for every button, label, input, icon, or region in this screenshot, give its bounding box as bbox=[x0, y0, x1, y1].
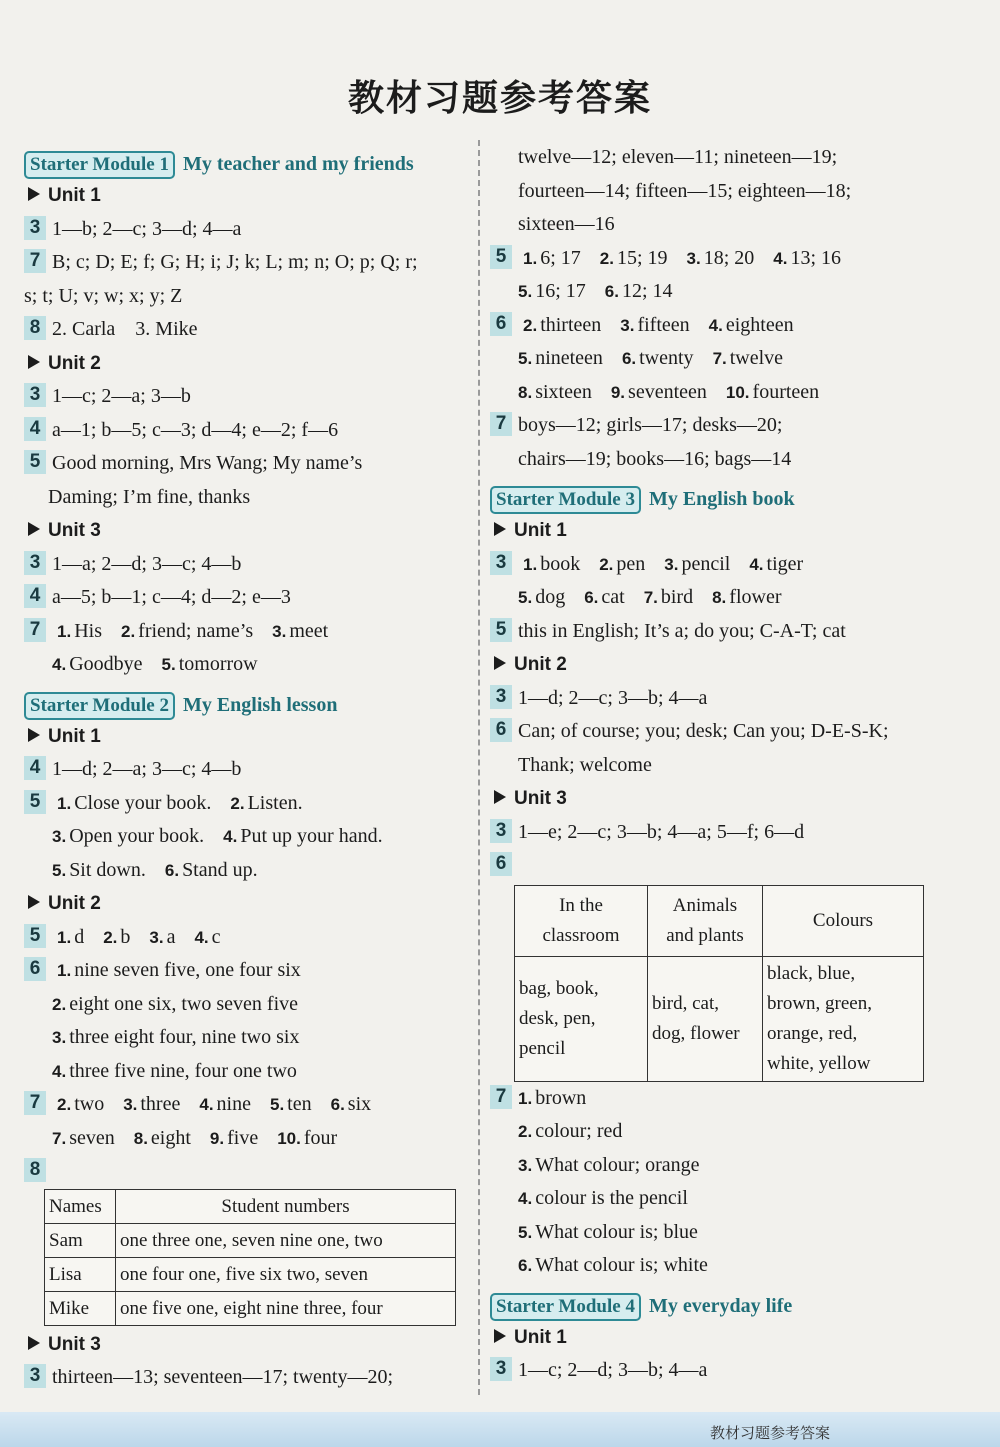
answer-line: 5 1. Close your book. 2. Listen. bbox=[24, 787, 464, 821]
triangle-bullet-icon bbox=[494, 656, 506, 670]
answer-line: 7 1. brown bbox=[490, 1082, 940, 1116]
answer-line: 3 1—a; 2—d; 3—c; 4—b bbox=[24, 548, 464, 582]
question-number: 3 bbox=[24, 551, 46, 575]
question-number: 5 bbox=[24, 450, 46, 474]
answer-line: 5 1. d 2. b 3. a 4. c bbox=[24, 921, 464, 955]
module-heading-2 bbox=[24, 690, 464, 720]
triangle-bullet-icon bbox=[28, 895, 40, 909]
answer-line-cont: 7. seven 8. eight 9. five 10. four bbox=[52, 1126, 338, 1149]
triangle-bullet-icon bbox=[28, 522, 40, 536]
module-title: My everyday life bbox=[648, 1294, 793, 1317]
unit-heading: Unit 1 bbox=[24, 720, 464, 754]
unit-heading: Unit 3 bbox=[490, 782, 940, 816]
answer-line: 6 Can; of course; you; desk; Can you; D-E-S-K; bbox=[490, 715, 940, 749]
table-header: Animals and plants bbox=[648, 885, 763, 956]
answer-line: 6 1. nine seven five, one four six bbox=[24, 954, 464, 988]
table-row: Sam one three one, seven nine one, two bbox=[45, 1223, 456, 1257]
left-column bbox=[24, 141, 464, 1395]
answer-line-cont: 5. nineteen 6. twenty 7. twelve bbox=[518, 347, 784, 369]
table-header: In the classroom bbox=[515, 885, 648, 956]
unit-heading: Unit 1 bbox=[490, 514, 940, 548]
footer-bar bbox=[0, 1412, 1000, 1447]
answer-line-cont: 3. Open your book. 4. Put up your hand. bbox=[52, 825, 383, 847]
table-header: Names bbox=[45, 1189, 116, 1223]
question-number: 7 bbox=[24, 618, 46, 642]
answer-line: 5 this in English; It’s a; do you; C-A-T; cat bbox=[490, 615, 940, 649]
question-number: 3 bbox=[490, 819, 512, 843]
answer-line-cont: 3. three eight four, nine two six bbox=[52, 1026, 300, 1048]
answer-line: 3 1. book 2. pen 3. pencil 4. tiger bbox=[490, 548, 940, 582]
module-label: Starter Module 3 bbox=[490, 486, 641, 514]
question-number: 3 bbox=[24, 1364, 46, 1388]
answer-line-cont: s; t; U; v; w; x; y; Z bbox=[24, 284, 183, 307]
answer-line-cont: chairs—19; books—16; bags—14 bbox=[518, 447, 792, 470]
table-row: Mike one five one, eight nine three, four bbox=[45, 1291, 456, 1325]
footer-label: 教材习题参考答案 bbox=[709, 1424, 830, 1442]
unit-heading: Unit 3 bbox=[24, 514, 464, 548]
triangle-bullet-icon bbox=[28, 355, 40, 369]
answer-line-cont: twelve—12; eleven—11; nineteen—19; bbox=[518, 146, 838, 168]
question-number: 4 bbox=[24, 584, 46, 608]
answer-line: 4 a—1; b—5; c—3; d—4; e—2; f—6 bbox=[24, 414, 464, 448]
triangle-bullet-icon bbox=[28, 187, 40, 201]
triangle-bullet-icon bbox=[28, 728, 40, 742]
answer-line: 7 boys—12; girls—17; desks—20; bbox=[490, 409, 940, 443]
question-number: 8 bbox=[24, 316, 46, 340]
triangle-bullet-icon bbox=[494, 790, 506, 804]
question-number: 7 bbox=[24, 249, 46, 273]
table-header: Student numbers bbox=[116, 1189, 456, 1223]
answer-line-cont: 2. colour; red bbox=[518, 1120, 623, 1142]
table-row: Lisa one four one, five six two, seven bbox=[45, 1257, 456, 1291]
unit-heading: Unit 3 bbox=[24, 1328, 464, 1362]
unit-heading: Unit 2 bbox=[490, 648, 940, 682]
answer-line-cont: 5. Sit down. 6. Stand up. bbox=[52, 858, 258, 881]
question-number: 5 bbox=[490, 245, 512, 269]
table-row: bag, book, desk, pen, pencil bird, cat, dog, flower black, blue, brown, green, orange, red, white, yellow bbox=[515, 956, 924, 1081]
answer-line: 3 1—b; 2—c; 3—d; 4—a bbox=[24, 213, 464, 247]
answer-line-cont: 5. What colour is; blue bbox=[518, 1220, 698, 1243]
answer-line: 7 2. two 3. three 4. nine 5. ten 6. six bbox=[24, 1088, 464, 1122]
question-number: 6 bbox=[490, 312, 512, 336]
answer-line: 3 thirteen—13; seventeen—17; twenty—20; bbox=[24, 1361, 464, 1395]
answer-line-cont: 4. three five nine, four one two bbox=[52, 1059, 297, 1082]
question-number: 3 bbox=[490, 551, 512, 575]
answer-line: 8 2. Carla 3. Mike bbox=[24, 313, 464, 347]
answer-line: 3 1—c; 2—a; 3—b bbox=[24, 380, 464, 414]
question-number: 7 bbox=[490, 1085, 512, 1109]
question-number: 3 bbox=[490, 685, 512, 709]
answer-line-cont: 4. colour is the pencil bbox=[518, 1187, 688, 1209]
unit-heading: Unit 2 bbox=[24, 887, 464, 921]
page-title: 教材习题参考答案 bbox=[347, 78, 652, 119]
answer-line-cont: 3. What colour; orange bbox=[518, 1153, 700, 1176]
question-number: 6 bbox=[490, 718, 512, 742]
question-number: 3 bbox=[24, 216, 46, 240]
triangle-bullet-icon bbox=[28, 1336, 40, 1350]
answer-line: 7 B; c; D; E; f; G; H; i; J; k; L; m; n; O; p; Q; r; bbox=[24, 246, 464, 280]
question-number: 8 bbox=[24, 1158, 46, 1182]
answer-line-cont: 5. 16; 17 6. 12; 14 bbox=[518, 280, 673, 302]
student-numbers-table bbox=[44, 1189, 456, 1326]
column-divider bbox=[478, 140, 480, 1395]
right-column bbox=[490, 141, 940, 1388]
question-number: 5 bbox=[490, 618, 512, 642]
module-label: Starter Module 2 bbox=[24, 692, 175, 720]
answer-line: 5 Good morning, Mrs Wang; My name’s bbox=[24, 447, 464, 481]
module-title: My English book bbox=[648, 488, 795, 510]
triangle-bullet-icon bbox=[494, 522, 506, 536]
answer-line: 7 1. His 2. friend; name’s 3. meet bbox=[24, 615, 464, 649]
answer-line: 4 a—5; b—1; c—4; d—2; e—3 bbox=[24, 581, 464, 615]
question-number: 3 bbox=[490, 1357, 512, 1381]
module-label: Starter Module 1 bbox=[24, 151, 175, 179]
answer-line-cont: 5. dog 6. cat 7. bird 8. flower bbox=[518, 586, 782, 608]
answer-line-cont: fourteen—14; fifteen—15; eighteen—18; bbox=[518, 179, 852, 202]
answer-line-cont: Daming; I’m fine, thanks bbox=[48, 485, 251, 508]
question-number: 4 bbox=[24, 756, 46, 780]
triangle-bullet-icon bbox=[494, 1329, 506, 1343]
classification-table bbox=[514, 885, 924, 1082]
answer-line: 4 1—d; 2—a; 3—c; 4—b bbox=[24, 753, 464, 787]
answer-line-cont: 4. Goodbye 5. tomorrow bbox=[52, 653, 258, 675]
module-heading-1 bbox=[24, 149, 464, 179]
question-number: 4 bbox=[24, 417, 46, 441]
answer-line bbox=[490, 849, 940, 883]
answer-line: 3 1—c; 2—d; 3—b; 4—a bbox=[490, 1354, 940, 1388]
answer-line: 6 2. thirteen 3. fifteen 4. eighteen bbox=[490, 309, 940, 343]
answer-line: 3 1—e; 2—c; 3—b; 4—a; 5—f; 6—d bbox=[490, 816, 940, 850]
question-number: 7 bbox=[490, 412, 512, 436]
answer-line: 3 1—d; 2—c; 3—b; 4—a bbox=[490, 682, 940, 716]
question-number: 5 bbox=[24, 790, 46, 814]
module-title: My English lesson bbox=[182, 693, 338, 716]
answer-line-cont: Thank; welcome bbox=[518, 753, 652, 776]
module-title: My teacher and my friends bbox=[182, 153, 414, 175]
answer-line bbox=[24, 1155, 464, 1189]
question-number: 7 bbox=[24, 1091, 46, 1115]
question-number: 6 bbox=[24, 957, 46, 981]
unit-heading: Unit 1 bbox=[24, 179, 464, 213]
question-number: 6 bbox=[490, 852, 512, 876]
answer-line-cont: 2. eight one six, two seven five bbox=[52, 992, 299, 1015]
answer-line-cont: 6. What colour is; white bbox=[518, 1254, 708, 1276]
module-heading-3 bbox=[490, 484, 940, 514]
unit-heading: Unit 2 bbox=[24, 347, 464, 381]
module-heading-4 bbox=[490, 1291, 940, 1321]
answer-line: 5 1. 6; 17 2. 15; 19 3. 18; 20 4. 13; 16 bbox=[490, 242, 940, 276]
module-label: Starter Module 4 bbox=[490, 1293, 641, 1321]
table-header: Colours bbox=[763, 885, 924, 956]
question-number: 3 bbox=[24, 383, 46, 407]
answer-line-cont: 8. sixteen 9. seventeen 10. fourteen bbox=[518, 380, 820, 403]
question-number: 5 bbox=[24, 924, 46, 948]
answer-line-cont: sixteen—16 bbox=[518, 213, 615, 235]
unit-heading: Unit 1 bbox=[490, 1321, 940, 1355]
